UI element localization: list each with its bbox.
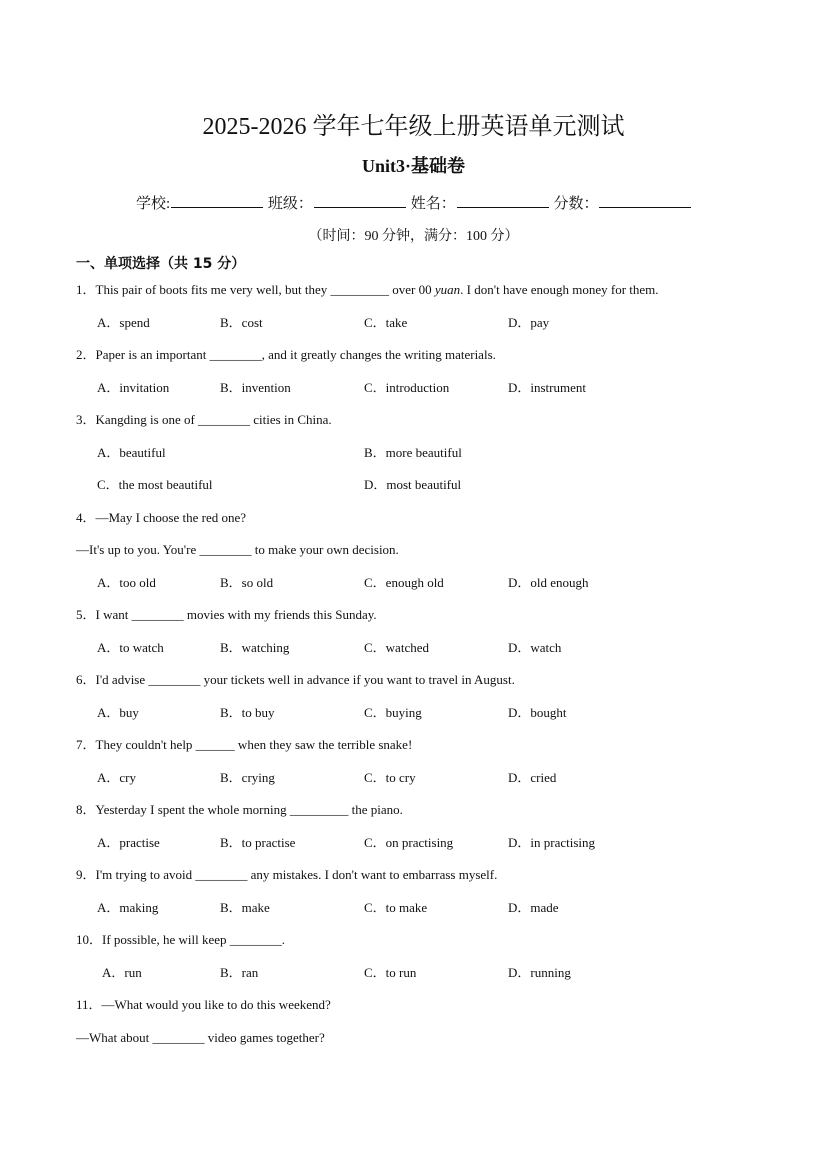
question-stem: 8．Yesterday I spent the whole morning _________ the piano. [76, 802, 403, 817]
option: A．beautiful [97, 444, 166, 460]
options-row [76, 957, 776, 990]
options-row [76, 567, 776, 600]
option: C．to run [364, 964, 417, 980]
options-row [76, 697, 776, 730]
option: A．invitation [97, 379, 170, 395]
options-row [76, 307, 776, 340]
option: D．made [508, 899, 559, 915]
option: B．to buy [220, 704, 275, 720]
option: B．invention [220, 379, 291, 395]
school-blank [171, 193, 263, 208]
stem-text: . I don't have enough money for them. [460, 282, 659, 297]
time-info: （时间：90 分钟，满分：100 分） [308, 229, 519, 244]
options-row [76, 892, 776, 925]
options-row [76, 469, 776, 502]
option: C．watched [364, 639, 429, 655]
options-row [76, 762, 776, 795]
option: B．cost [220, 314, 263, 330]
class-label: 班级： [267, 196, 313, 212]
option: C．buying [364, 704, 422, 720]
option: A．spend [97, 314, 150, 330]
option: D．watch [508, 639, 562, 655]
school-label: 学校: [136, 196, 171, 212]
option: D．cried [508, 769, 557, 785]
option: D．old enough [508, 574, 589, 590]
option: D．instrument [508, 379, 586, 395]
question-stem-reply: —It's up to you. You're ________ to make your own decision. [76, 542, 399, 557]
option: A．run [102, 964, 142, 980]
option: D．pay [508, 314, 550, 330]
question-stem: 2．Paper is an important ________, and it greatly changes the writing materials. [76, 347, 496, 362]
option: C．on practising [364, 834, 454, 850]
option: A．too old [97, 574, 156, 590]
option: D．most beautiful [364, 477, 462, 492]
options-row [76, 827, 776, 860]
option: B．more beautiful [364, 444, 462, 460]
options-row [76, 437, 776, 470]
option: B．make [220, 899, 270, 915]
option: C．enough old [364, 574, 444, 590]
option: C．to cry [364, 769, 416, 785]
stem-italic: yuan [434, 282, 461, 297]
question-stem: 5．I want ________ movies with my friends this Sunday. [76, 607, 377, 622]
question-stem: 7．They couldn't help ______ when they saw the terrible snake! [76, 737, 413, 752]
option: B．so old [220, 574, 274, 590]
option: D．running [508, 964, 571, 980]
option: A．practise [97, 834, 160, 850]
option: B．watching [220, 639, 290, 655]
exam-title: 2025-2026 学年七年级上册英语单元测试 [202, 114, 625, 140]
option: A．buy [97, 704, 139, 720]
option: D．in practising [508, 834, 596, 850]
score-blank [599, 193, 691, 208]
option: C．to make [364, 899, 428, 915]
question-stem: 9．I'm trying to avoid ________ any mistakes. I don't want to embarrass myself. [76, 867, 498, 882]
question-stem: 3．Kangding is one of ________ cities in China. [76, 412, 332, 427]
question-stem: 4．—May I choose the red one? [76, 509, 247, 525]
score-label: 分数： [553, 196, 599, 212]
section-heading: 一、单项选择（共 15 分） [76, 256, 246, 272]
option: A．to watch [97, 639, 164, 655]
questions [76, 274, 776, 1054]
option: D．bought [508, 704, 567, 720]
question-stem: 6．I'd advise ________ your tickets well in advance if you want to travel in August. [76, 672, 515, 687]
option: B．crying [220, 769, 275, 785]
option: A．cry [97, 769, 136, 785]
name-blank [457, 193, 549, 208]
info-fields [136, 192, 692, 213]
option: C．take [364, 314, 408, 330]
option: C．the most beautiful [97, 477, 213, 492]
question-stem: 11．—What would you like to do this weekend? [76, 997, 331, 1012]
question-stem [76, 274, 776, 307]
stem-text: 1．This pair of boots fits me very well, but they _________ over 00 [76, 282, 435, 297]
options-row [76, 372, 776, 405]
name-label: 姓名： [410, 196, 456, 212]
option: A．making [97, 899, 159, 915]
class-blank [314, 193, 406, 208]
question-stem-reply: —What about ________ video games together? [76, 1029, 325, 1045]
option: C．introduction [364, 379, 450, 395]
exam-subtitle: Unit3·基础卷 [361, 156, 465, 176]
question-stem: 10．If possible, he will keep ________. [76, 932, 286, 947]
option: B．to practise [220, 834, 296, 850]
option: B．ran [220, 964, 259, 980]
options-row [76, 632, 776, 665]
